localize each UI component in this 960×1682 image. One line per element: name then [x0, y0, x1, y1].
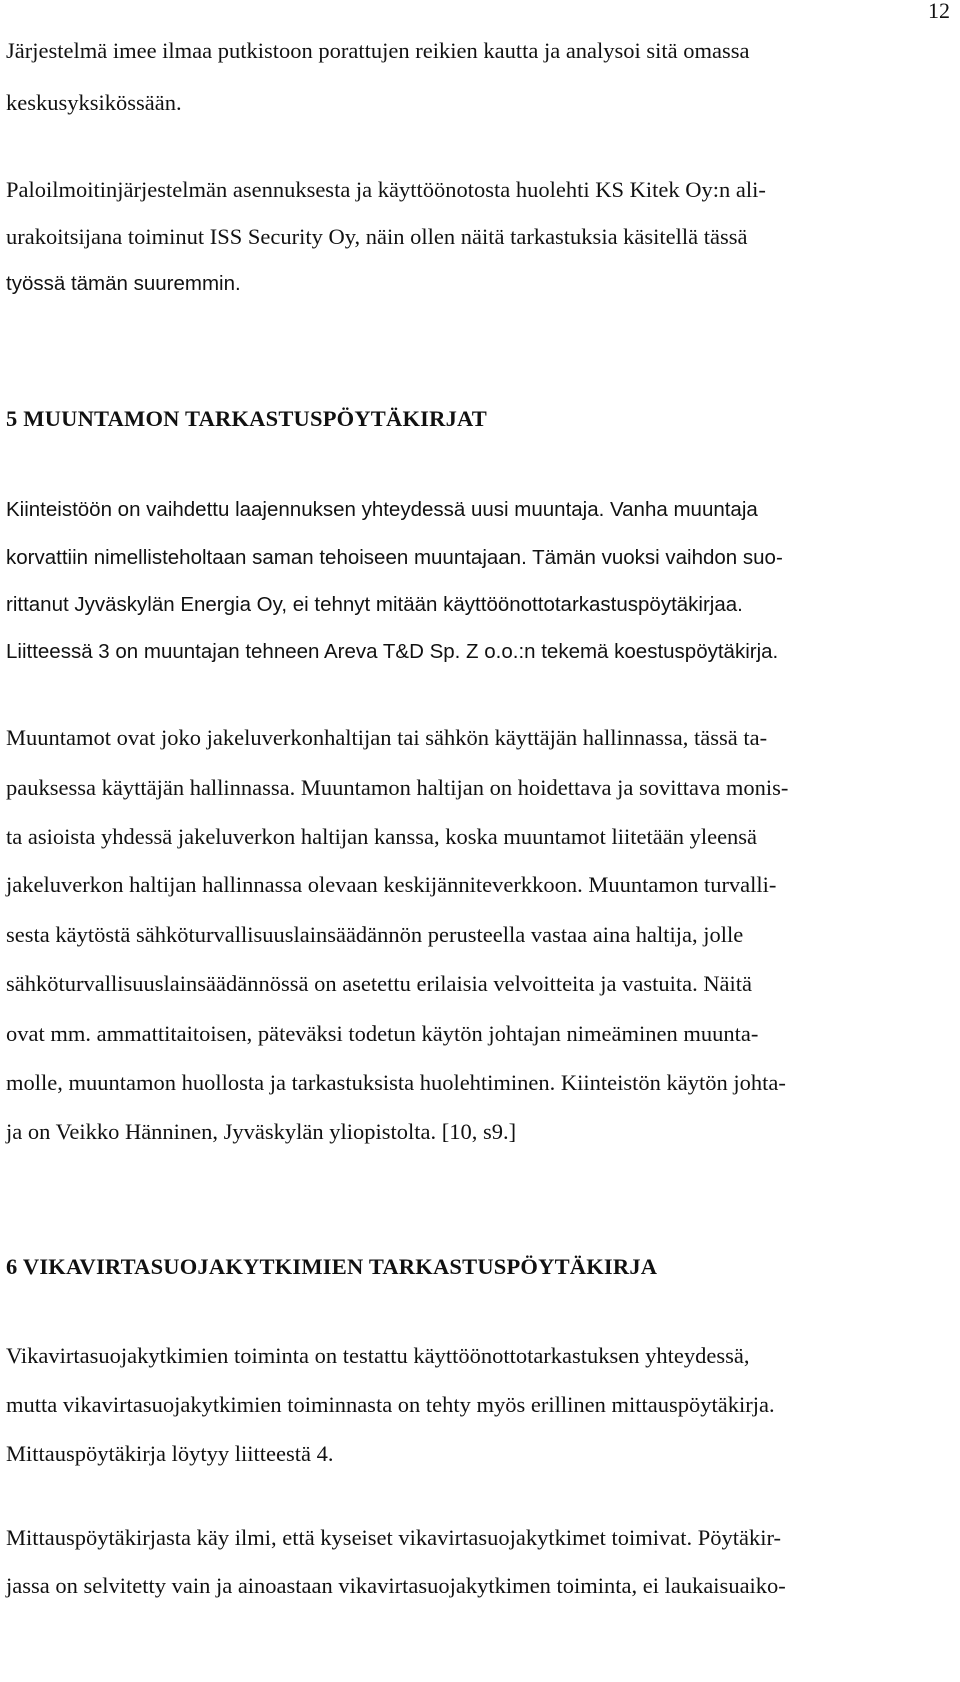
text-line: työssä tämän suuremmin.	[6, 272, 241, 295]
text-line: pauksessa käyttäjän hallinnassa. Muuntamon haltijan on hoidettava ja sovittava monis-	[6, 775, 789, 800]
text-line: mutta vikavirtasuojakytkimien toiminnasta on tehty myös erillinen mittauspöytäkirja.	[6, 1392, 775, 1417]
text-line: jakeluverkon haltijan hallinnassa olevaan keskijänniteverkkoon. Muuntamon turvalli-	[6, 872, 777, 897]
text-line: jassa on selvitetty vain ja ainoastaan vikavirtasuojakytkimen toiminta, ei laukaisuaiko-	[6, 1573, 786, 1598]
text-line: sähköturvallisuuslainsäädännössä on asetettu erilaisia velvoitteita ja vastuita. Näitä	[6, 971, 753, 996]
text-line: korvattiin nimellisteholtaan saman tehoiseen muuntajaan. Tämän vuoksi vaihdon suo-	[6, 546, 783, 569]
text-line: keskusyksikössään.	[6, 90, 182, 115]
text-line: Mittauspöytäkirja löytyy liitteestä 4.	[6, 1441, 334, 1466]
text-line: sesta käytöstä sähköturvallisuuslainsäädännön perusteella vastaa aina haltija, jolle	[6, 922, 744, 947]
text-line: ovat mm. ammattitaitoisen, päteväksi todetun käytön johtajan nimeäminen muunta-	[6, 1021, 759, 1046]
text-line: ja on Veikko Hänninen, Jyväskylän yliopistolta. [10, s9.]	[6, 1119, 517, 1144]
text-line: urakoitsijana toiminut ISS Security Oy, näin ollen näitä tarkastuksia käsitellä tässä	[6, 224, 748, 249]
text-line: Kiinteistöön on vaihdettu laajennuksen yhteydessä uusi muuntaja. Vanha muuntaja	[6, 498, 758, 521]
text-line: Paloilmoitinjärjestelmän asennuksesta ja käyttöönotosta huolehti KS Kitek Oy:n ali-	[6, 177, 766, 202]
section-heading-6: 6 VIKAVIRTASUOJAKYTKIMIEN TARKASTUSPÖYTÄKIRJA	[6, 1254, 658, 1279]
text-line: Liitteessä 3 on muuntajan tehneen Areva T&D Sp. Z o.o.:n tekemä koestuspöytäkirja.	[6, 640, 779, 663]
section-heading-5: 5 MUUNTAMON TARKASTUSPÖYTÄKIRJAT	[6, 406, 488, 431]
text-line: molle, muuntamon huollosta ja tarkastuksista huolehtiminen. Kiinteistön käytön johta-	[6, 1070, 786, 1095]
text-line: Järjestelmä imee ilmaa putkistoon porattujen reikien kautta ja analysoi sitä omassa	[6, 38, 750, 63]
text-line: Mittauspöytäkirjasta käy ilmi, että kyseiset vikavirtasuojakytkimet toimivat. Pöytäkir-	[6, 1525, 782, 1550]
text-line: Muuntamot ovat joko jakeluverkonhaltijan tai sähkön käyttäjän hallinnassa, tässä ta-	[6, 725, 768, 750]
text-line: ta asioista yhdessä jakeluverkon haltijan kanssa, koska muuntamot liitetään yleensä	[6, 824, 758, 849]
page-number: 12	[928, 0, 950, 23]
text-line: rittanut Jyväskylän Energia Oy, ei tehnyt mitään käyttöönottotarkastuspöytäkirjaa.	[6, 593, 743, 616]
text-line: Vikavirtasuojakytkimien toiminta on testattu käyttöönottotarkastuksen yhteydessä,	[6, 1343, 750, 1368]
